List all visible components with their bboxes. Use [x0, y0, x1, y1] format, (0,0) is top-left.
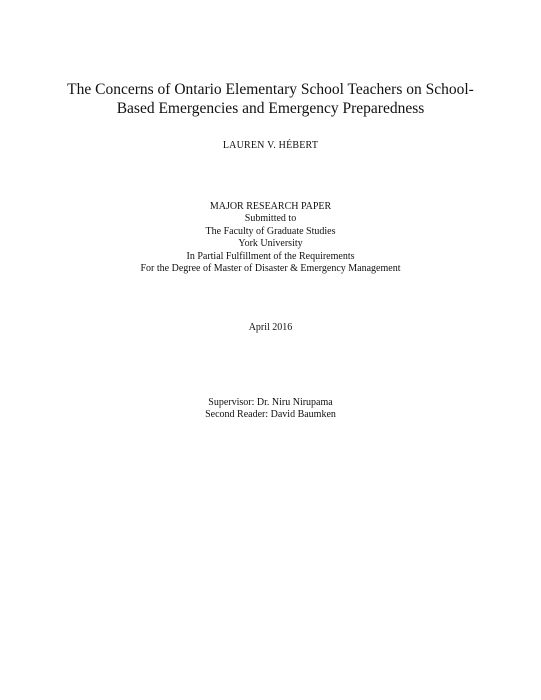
author-name: LAUREN V. HÉBERT [222, 140, 319, 151]
supervisor-line: Supervisor: Dr. Niru Nirupama [208, 397, 333, 408]
faculty-name: The Faculty of Graduate Studies [205, 225, 336, 237]
paper-title [40, 80, 501, 118]
submission-statement [0, 201, 541, 275]
requirements-line: In Partial Fulfillment of the Requirements [186, 250, 355, 262]
university-name: York University [238, 238, 303, 250]
paper-type: MAJOR RESEARCH PAPER [209, 201, 332, 212]
submission-date: April 2016 [248, 322, 293, 333]
paper-title-line-2: Based Emergencies and Emergency Preparedness [116, 100, 425, 117]
supervisors-block [0, 397, 541, 422]
degree-line: For the Degree of Master of Disaster & Emergency Management [140, 263, 401, 275]
submitted-to: Submitted to [244, 213, 297, 225]
second-reader-line: Second Reader: David Baumken [205, 409, 336, 421]
paper-title-line-1: The Concerns of Ontario Elementary School Teachers on School- [67, 81, 474, 98]
